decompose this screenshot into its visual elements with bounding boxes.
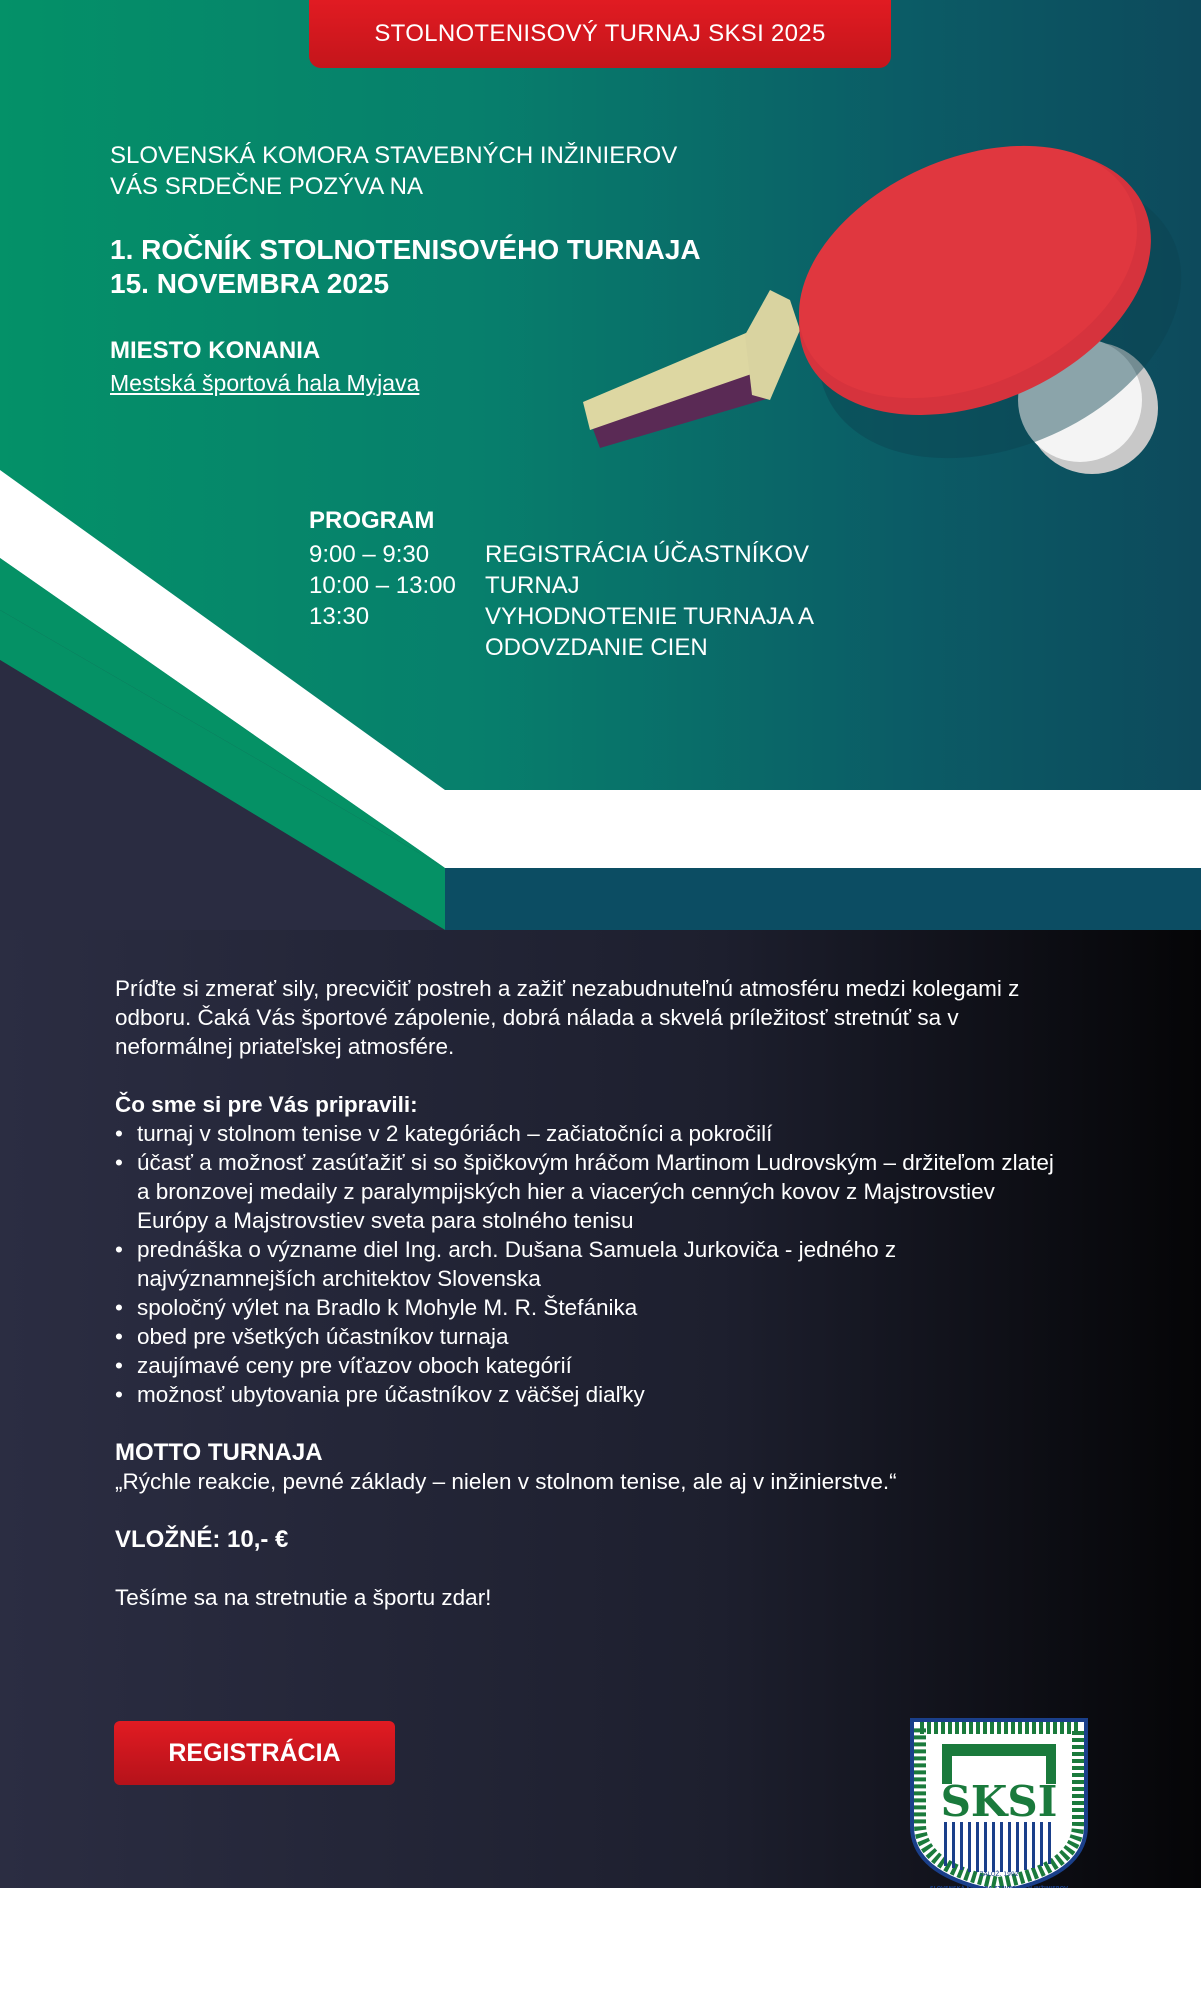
- intro-text: [110, 140, 677, 202]
- table-side-right: [445, 868, 1201, 930]
- program-activity: VYHODNOTENIE TURNAJA A ODOVZDANIE CIEN: [485, 603, 813, 661]
- body-content: [115, 974, 1075, 1612]
- event-title: 1. ROČNÍK STOLNOTENISOVÉHO TURNAJA: [110, 234, 701, 265]
- list-item: • účasť a možnosť zasúťažiť si so špičkovým hráčom Martinom Ludrovským – držiteľom zlatej a bronzovej medaily z paralympijských hier a viacerých cenných kovov z Majstrovstiev Európy a Majstrovstiev sveta para stolného tenisu: [115, 1148, 1057, 1235]
- program-time: 10:00 – 13:00: [309, 572, 456, 599]
- event-headline: [110, 233, 701, 301]
- logo-ring-text: SLOVENSKÁ KOMORA STAVEBNÝCH INŽINIEROV: [929, 1886, 1069, 1892]
- program-time: 13:30: [309, 603, 370, 630]
- program-schedule: [309, 539, 905, 663]
- logo-year: ZALOŽ. 1992: [979, 1871, 1019, 1878]
- intro-paragraph: Príďte si zmerať sily, precvičiť postreh a zažiť nezabudnuteľnú atmosféru medzi kolegami z odboru. Čaká Vás športové zápolenie, dobrá nálada a skvelá príležitosť stretnúť sa v neformálnej priateľskej atmosfére.: [115, 976, 1020, 1059]
- venue-link[interactable]: Mestská športová hala Myjava: [110, 370, 420, 396]
- list-item: • možnosť ubytovania pre účastníkov z väčšej diaľky: [115, 1380, 1075, 1409]
- organizer-line: SLOVENSKÁ KOMORA STAVEBNÝCH INŽINIEROV: [110, 142, 678, 169]
- event-date: 15. NOVEMBRA 2025: [110, 268, 390, 299]
- registration-button[interactable]: REGISTRÁCIA: [114, 1721, 395, 1785]
- program-activity: TURNAJ: [485, 572, 580, 599]
- list-item: • prednáška o význame diel Ing. arch. Dušana Samuela Jurkoviča - jedného z najvýznamnejších architektov Slovenska: [115, 1235, 1067, 1293]
- venue-heading: MIESTO KONANIA: [110, 337, 321, 364]
- list-heading: Čo sme si pre Vás pripravili:: [115, 1092, 418, 1117]
- program-row: [309, 539, 905, 570]
- program-time: 9:00 – 9:30: [309, 541, 430, 568]
- event-banner: STOLNOTENISOVÝ TURNAJ SKSI 2025: [309, 0, 891, 68]
- sksi-logo: [908, 1716, 1090, 1892]
- program-row: [309, 601, 905, 663]
- list-item: • zaujímavé ceny pre víťazov oboch kategórií: [115, 1351, 1075, 1380]
- program-heading: PROGRAM: [309, 507, 435, 534]
- closing-text: Tešíme sa na stretnutie a športu zdar!: [115, 1585, 492, 1610]
- program-row: [309, 570, 905, 601]
- list-item: • turnaj v stolnom tenise v 2 kategóriách – začiatočníci a pokročilí: [115, 1119, 1075, 1148]
- motto-heading: MOTTO TURNAJA: [115, 1439, 323, 1466]
- list-item: • spoločný výlet na Bradlo k Mohyle M. R. Štefánika: [115, 1293, 1075, 1322]
- benefits-list: [115, 1119, 1075, 1409]
- entry-fee: VLOŽNÉ: 10,- €: [115, 1526, 289, 1553]
- invite-line: VÁS SRDEČNE POZÝVA NA: [110, 173, 423, 200]
- list-item: • obed pre všetkých účastníkov turnaja: [115, 1322, 1075, 1351]
- program-activity: REGISTRÁCIA ÚČASTNÍKOV: [485, 541, 810, 568]
- motto-text: „Rýchle reakcie, pevné základy – nielen v stolnom tenise, ale aj v inžinierstve.“: [115, 1469, 897, 1494]
- logo-letters: SKSI: [940, 1777, 1058, 1826]
